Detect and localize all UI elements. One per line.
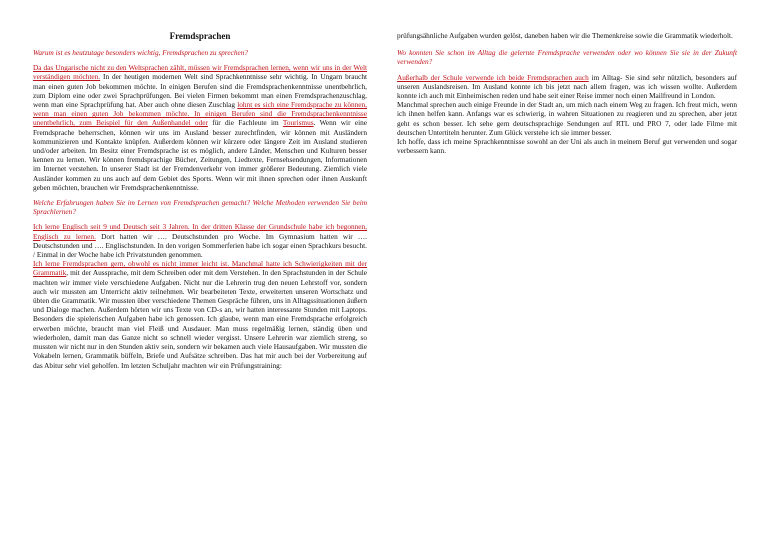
answer-2-text-1: Dort hatten wir …. Deutschstunden pro Woche. Im Gymnasium hatten wir …. Deutschstunden und …. Englischstunden. In den vorigen Sommerferien habe ich sogar einen Sprachkurs besucht. / Einmal in der Woche habe ich Privatstunden genommen. (33, 231, 367, 260)
question-1: Warum ist es heutzutage besonders wichtig, Fremdsprachen zu sprechen? (33, 48, 249, 57)
answer-2-text-2: , mit der Aussprache, mit dem Schreiben oder mit dem Verstehen. In den Sprachstunden in der Schule machten wir immer viele verschiedene Aufgaben. Nicht nur die Lehrerin trug den neuen Lehrstoff vor, sondern auch wir mussten am Unterricht aktiv teilnehmen. Wir bearbeiteten Texte, erweiterten unseren Wortschatz und übten die Grammatik. Wir mussten über verschiedene Themen Gespräche führen, uns in Alltagssituationen äußern und Dialoge machen. Außerdem hörten wir uns Texte von CD-s an, wir hatten interessante Stunden mit Laptops. Besonders die spielerischen Aufgaben habe ich genossen. Ich glaube, wenn man eine Fremdsprache erfolgreich erwerben möchte, braucht man viel Fleiß und Ausdauer. Man muss regelmäßig lernen, ständig üben und wiederholen, damit man das Ganze nicht so schnell wieder vergisst. Unsere Lehrerin war ziemlich streng, so mussten wir nicht nur in den Stunden aktiv sein, sondern wir bekamen auch viele Hausaufgaben. Wir mussten die Vokabeln lernen, Grammatik büffeln, Briefe und Aufsätze schreiben. Das hat mir auch bei der Vorbereitung auf das Abitur sehr viel geholfen. Im letzten Schuljahr machten wir ein Prüfungstraining: (33, 268, 367, 370)
answer-3-text-3: Ich hoffe, dass ich meine Sprachkenntnisse sowohl an der Uni als auch in meinem Beruf gut verwenden und sogar verbessern kann. (397, 137, 737, 156)
answer-3-highlight-1: Außerhalb der Schule verwende ich beide Fremdsprachen auch (397, 72, 589, 82)
answer-1-text-4: . Wenn wir eine Fremdsprache beherrschen, können wir uns im Ausland besser zurechtfinden, wir können mit Ausländern kommunizieren und Kontakte knüpfen. Außerdem können wir kürzere oder längere Zeit im Ausland studieren und/oder arbeiten. Im Besitz einer Fremdsprache ist es möglich, andere Länder, Menschen und Kulturen besser kennen zu lernen. Wir können fremdsprachige Bücher, Zeitungen, Liedtexte, Fernsehsendungen, Informationen im Internet verstehen. In unserer Stadt ist der Fremdenverkehr von immer größerer Bedeutung. Ziemlich viele Ausländer kommen zu uns auch auf dem Gebiet des Sports. Wenn wir mit ihnen sprechen oder ihnen Auskunft geben möchten, brauchen wir Fremdsprachenkenntnisse. (33, 118, 367, 192)
document-title: Fremdsprachen (169, 31, 231, 41)
answer-1-highlight-1: Da das Ungarische nicht zu den Weltsprachen zählt, müssen wir Fremdsprachen lernen, wenn wir uns in der Welt verständigen möchten. (33, 63, 367, 82)
answer-2 (33, 222, 367, 369)
answer-1-text-3: für die Fachleute im (207, 118, 283, 128)
answer-2-continued: prüfungsähnliche Aufgaben wurden gelöst, daneben haben wir die Themenkreise sowie die Grammatik wiederholt. (397, 31, 733, 40)
answer-1-highlight-3: Tourismus (282, 118, 314, 128)
question-3: Wo konnten Sie schon im Alltag die gelernte Fremdsprache verwenden oder wo können Sie sie in der Zukunft verwenden? (397, 48, 737, 67)
answer-3 (397, 73, 737, 156)
answer-1-highlight-2: lohnt es sich eine Fremdsprache zu können, wenn man einen guten Job bekommen möchte. In einigen Berufen sind die Fremdsprachenkenntnisse unentbehrlich, zum Beispiel für den Außenhandel oder (33, 100, 367, 128)
answer-2-highlight-1: Ich lerne Englisch seit 9 und Deutsch seit 3 Jahren. In der dritten Klasse der Grundschule habe ich begonnen, Englisch zu lernen. (33, 222, 367, 241)
answer-1-text-1: In der heutigen modernen Welt sind Sprachkenntnisse sehr wichtig. In Ungarn braucht man einen guten Job bekommen möchte. In einigen Berufen sind die Fremdsprachenkenntnisse unentbehrlich, zum Diplom eine oder zwei Sprachprüfungen. Bei vielen Firmen bekommt man einen Fremdsprachenzuschlag, wenn man eine Sprachprüfung hat. (33, 72, 367, 110)
answer-3-text-1: im Alltag- Sie sind sehr nützlich, besonders auf unseren Auslandsreisen. Im Ausland konnte ich bis jetzt nach allem fragen, was ich wissen wollte. Außerdem konnte ich auch mit Einheimischen reden und habe seit einer Reise immer noch einen Mailfreund in London. (397, 72, 737, 101)
answer-1-text-2: Aber auch ohne diesen Zuschlag (136, 100, 238, 110)
answer-2-highlight-2: Ich lerne Fremdsprachen gern, obwohl es nicht immer leicht ist. Manchmal hatte ich Schwierigkeiten mit der Grammatik (33, 259, 367, 278)
answer-1 (33, 63, 367, 192)
answer-3-text-2: Manchmal sprechen auch einige Freunde in der Stadt an, um mich nach einem Weg zu fragen. Ich freut mich, wenn ich ihnen helfen kann. Anfangs war es schwierig, in wahren Situationen zu reagieren und zu sprechen, aber jetzt geht es schon besser. Ich sehe gern deutschsprachige Sendungen auf RTL und PRO 7, oder lade Filme mit deutschen Untertiteln herunter. Zum Glück verstehe ich sie immer besser. (397, 100, 737, 137)
question-2: Welche Erfahrungen haben Sie im Lernen von Fremdsprachen gemacht? Welche Methoden verwenden Sie beim Sprachlernen? (33, 198, 367, 217)
left-column (33, 0, 367, 370)
right-column (397, 31, 737, 155)
